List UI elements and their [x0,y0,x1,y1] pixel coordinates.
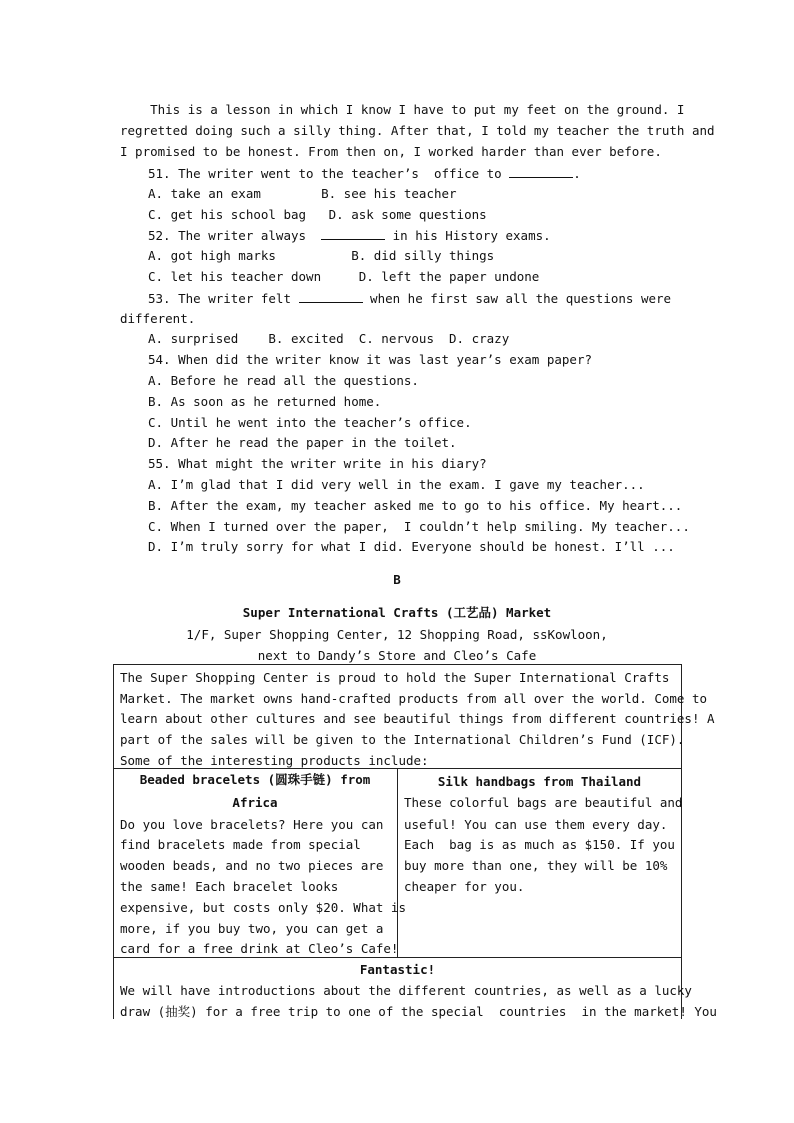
product-desc-line: the same! Each bracelet looks [120,879,339,894]
paragraph-line: This is a lesson in which I know I have to put my feet on the ground. I [120,102,685,117]
product-desc-line: cheaper for you. [404,879,525,894]
question-52-stem: 52. The writer always in his History exams. [148,228,551,243]
question-55-option: B. After the exam, my teacher asked me to go to his office. My heart... [148,498,683,513]
question-52-options: C. let his teacher down D. left the paper undone [148,269,540,284]
question-54-stem: 54. When did the writer know it was last year’s exam paper? [148,352,593,367]
question-53-options: A. surprised B. excited C. nervous D. crazy [148,331,510,346]
intro-line: part of the sales will be given to the International Children’s Fund (ICF). [120,732,685,747]
fantastic-title: Fantastic! [359,962,436,977]
market-title: Super International Crafts (工艺品) Market [242,605,552,620]
question-55-option: A. I’m glad that I did very well in the exam. I gave my teacher... [148,477,645,492]
question-52-options: A. got high marks B. did silly things [148,248,495,263]
question-53-stem: 53. The writer felt when he first saw all the questions were [148,291,672,306]
product-title-handbags: Silk handbags from Thailand [437,774,642,789]
product-desc-line: These colorful bags are beautiful and [404,795,683,810]
question-54-option: B. As soon as he returned home. [148,394,382,409]
product-desc-line: find bracelets made from special [120,837,361,852]
paragraph-line: I promised to be honest. From then on, I worked harder than ever before. [120,144,662,159]
product-desc-line: buy more than one, they will be 10% [404,858,668,873]
section-letter: B [393,572,401,587]
question-55-option: C. When I turned over the paper, I couldn’t help smiling. My teacher... [148,519,690,534]
answer-blank [321,227,385,240]
address-line: next to Dandy’s Store and Cleo’s Cafe [257,648,537,663]
question-53-stem-continuation: different. [120,311,196,326]
product-desc-line: more, if you buy two, you can get a [120,921,384,936]
product-desc-line: useful! You can use them every day. [404,817,668,832]
table-divider [113,957,682,958]
fantastic-line: We will have introductions about the different countries, as well as a lucky [120,983,692,998]
question-54-option: D. After he read the paper in the toilet. [148,435,457,450]
table-divider [397,768,398,957]
product-desc-line: wooden beads, and no two pieces are [120,858,384,873]
intro-line: The Super Shopping Center is proud to hold the Super International Crafts [120,670,670,685]
product-title-bracelets: Africa [232,795,278,810]
product-title-bracelets: Beaded bracelets (圆珠手链) from [139,772,371,787]
question-51-stem: 51. The writer went to the teacher’s office to . [148,166,581,181]
question-55-stem: 55. What might the writer write in his diary? [148,456,487,471]
question-54-option: C. Until he went into the teacher’s office. [148,415,472,430]
product-desc-line: card for a free drink at Cleo’s Cafe! [120,941,399,956]
intro-line: Some of the interesting products include: [120,753,429,768]
answer-blank [299,290,363,303]
question-55-option: D. I’m truly sorry for what I did. Everyone should be honest. I’ll ... [148,539,675,554]
paragraph-line: regretted doing such a silly thing. After that, I told my teacher the truth and [120,123,715,138]
address-line: 1/F, Super Shopping Center, 12 Shopping Road, ssKowloon, [186,627,608,642]
intro-line: learn about other cultures and see beautiful things from different countries! A [120,711,715,726]
question-51-options: C. get his school bag D. ask some questions [148,207,487,222]
question-51-options: A. take an exam B. see his teacher [148,186,457,201]
product-desc-line: expensive, but costs only $20. What is [120,900,406,915]
product-desc-line: Each bag is as much as $150. If you [404,837,675,852]
question-54-option: A. Before he read all the questions. [148,373,419,388]
intro-line: Market. The market owns hand-crafted products from all over the world. Come to [120,691,707,706]
fantastic-line: draw (抽奖) for a free trip to one of the special countries in the market! You [120,1004,717,1019]
answer-blank [509,165,573,178]
product-desc-line: Do you love bracelets? Here you can [120,817,384,832]
